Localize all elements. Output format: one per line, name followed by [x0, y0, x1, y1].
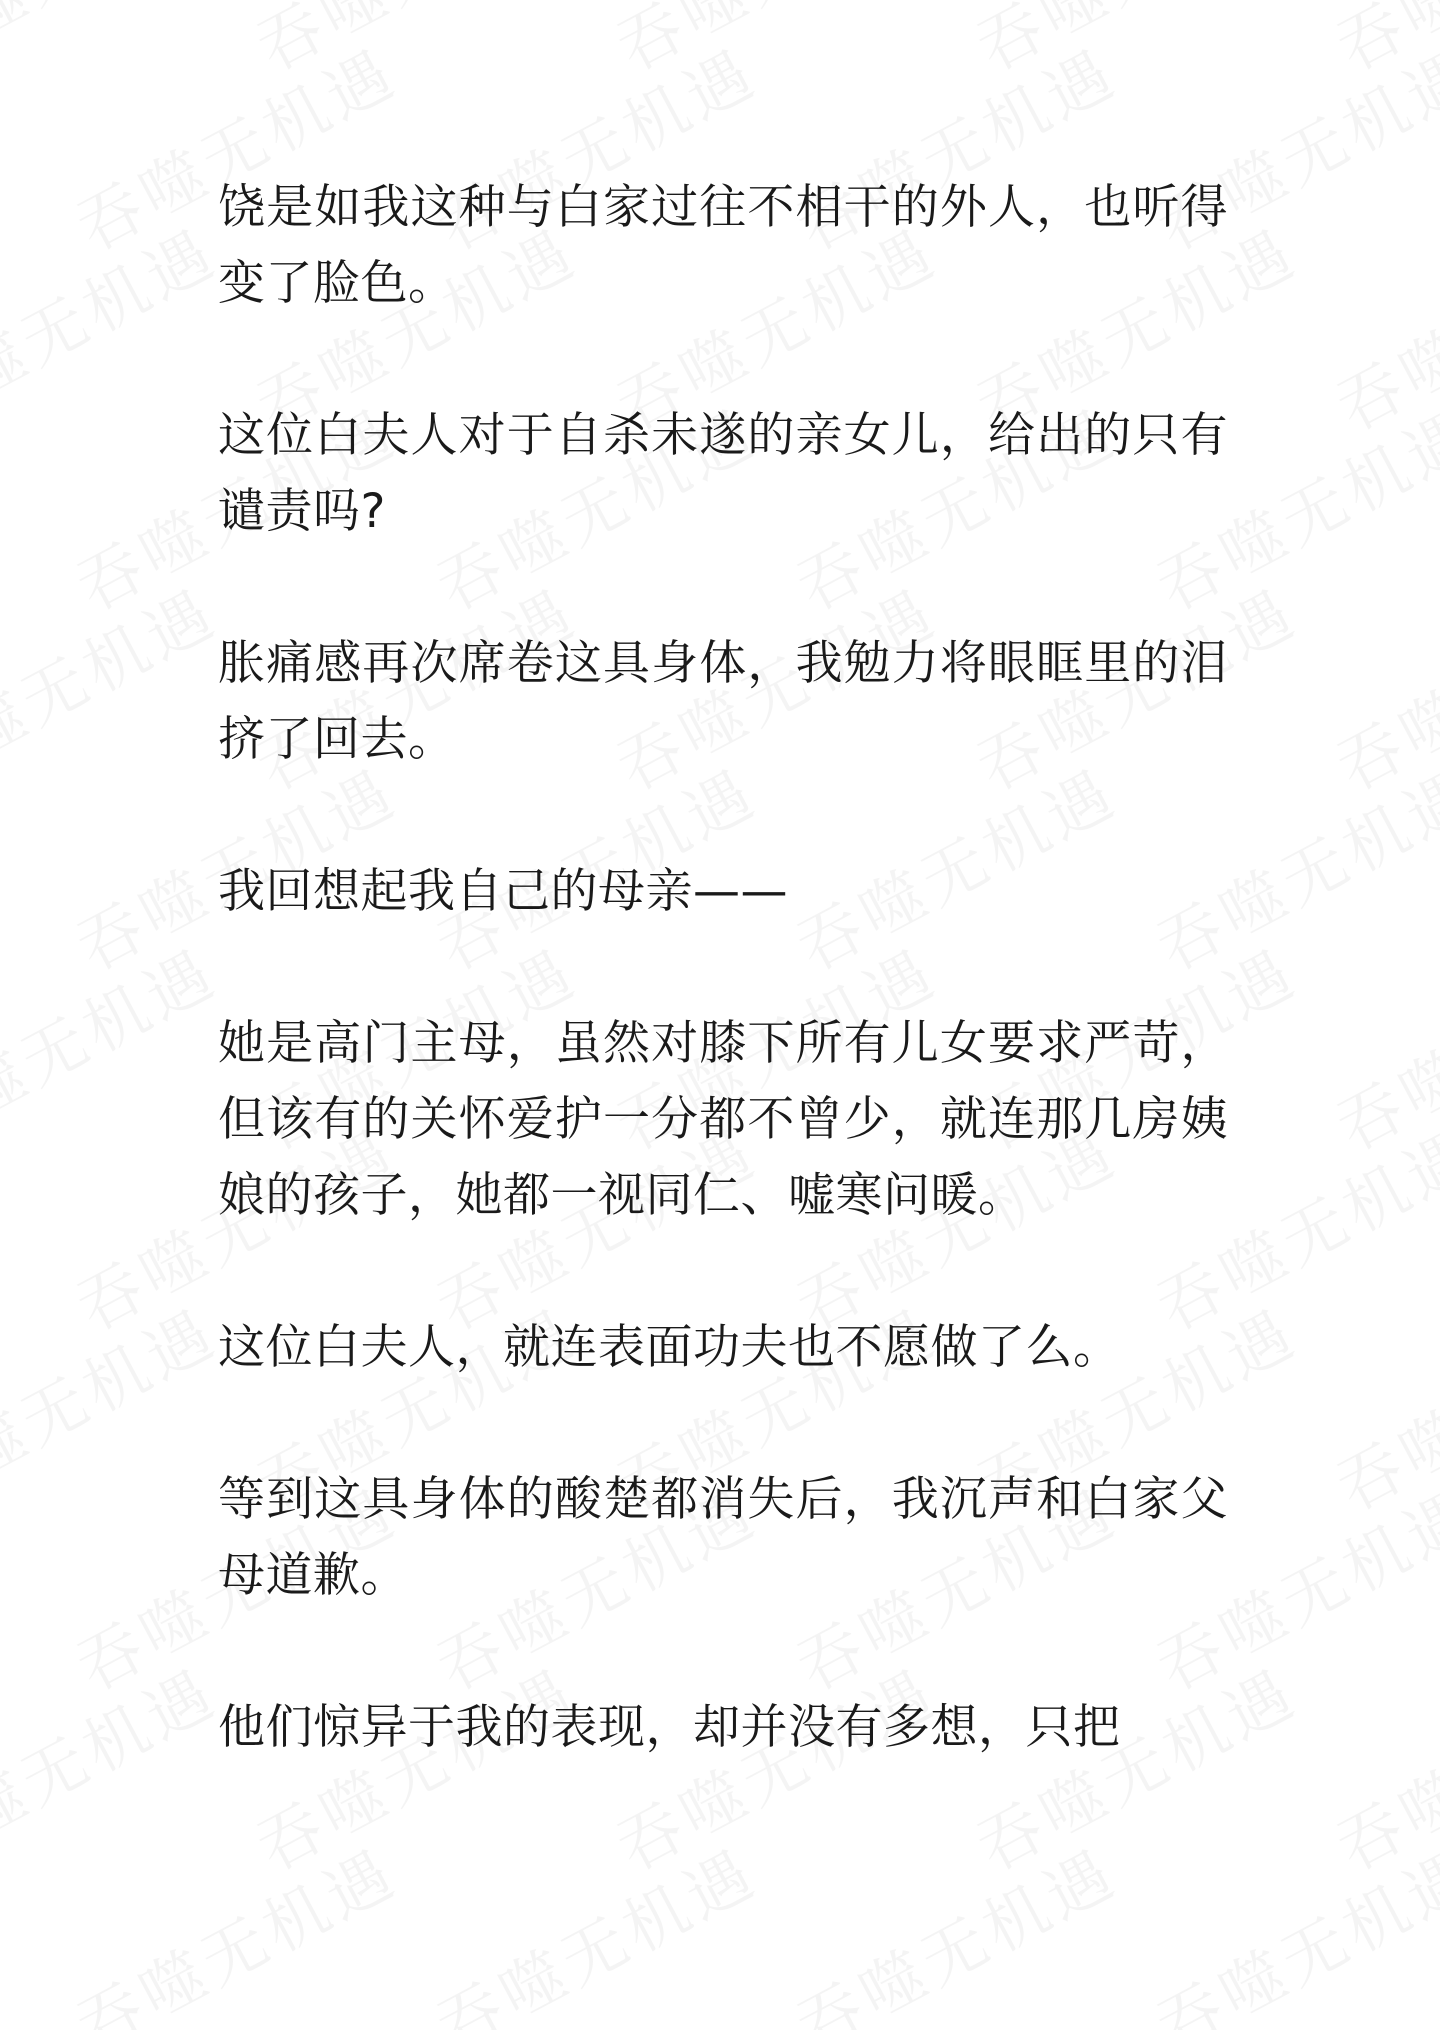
watermark-text	[0, 923, 231, 1169]
watermark-text	[0, 1643, 231, 1889]
paragraph: 这位白夫人对于自杀未遂的亲女儿，给出的只有谴责吗?	[218, 408, 1228, 539]
paragraph: 这位白夫人，就连表面功夫也不愿做了么。	[218, 1320, 1121, 1375]
watermark-text	[0, 0, 231, 89]
watermark-text	[1319, 1283, 1440, 1529]
paragraph: 我回想起我自己的母亲——	[218, 864, 788, 919]
watermark-text	[599, 0, 951, 89]
paragraph: 他们惊异于我的表现，却并没有多想，只把	[218, 1700, 1121, 1755]
watermark-text	[1139, 1823, 1440, 2030]
watermark-text	[59, 1823, 411, 2030]
paragraph: 等到这具身体的酸楚都消失后，我沉声和白家父母道歉。	[218, 1472, 1228, 1603]
watermark-text	[0, 203, 231, 449]
paragraph: 胀痛感再次席卷这具身体，我勉力将眼眶里的泪挤了回去。	[218, 636, 1228, 767]
paragraph: 饶是如我这种与白家过往不相干的外人，也听得变了脸色。	[218, 180, 1228, 311]
watermark-text	[239, 0, 591, 89]
watermark-text	[1319, 0, 1440, 89]
watermark-text	[1319, 563, 1440, 809]
watermark-text	[779, 1823, 1131, 2030]
watermark-text	[419, 1823, 771, 2030]
watermark-text	[0, 1283, 231, 1529]
article-body	[218, 170, 1228, 1766]
watermark-text	[959, 0, 1311, 89]
watermark-text	[1319, 203, 1440, 449]
watermark-text	[1319, 1643, 1440, 1889]
paragraph: 她是高门主母，虽然对膝下所有儿女要求严苛，但该有的关怀爱护一分都不曾少，就连那几房姨娘的孩子，她都一视同仁、嘘寒问暖。	[218, 1016, 1228, 1223]
watermark-text	[1319, 923, 1440, 1169]
watermark-text	[0, 563, 231, 809]
